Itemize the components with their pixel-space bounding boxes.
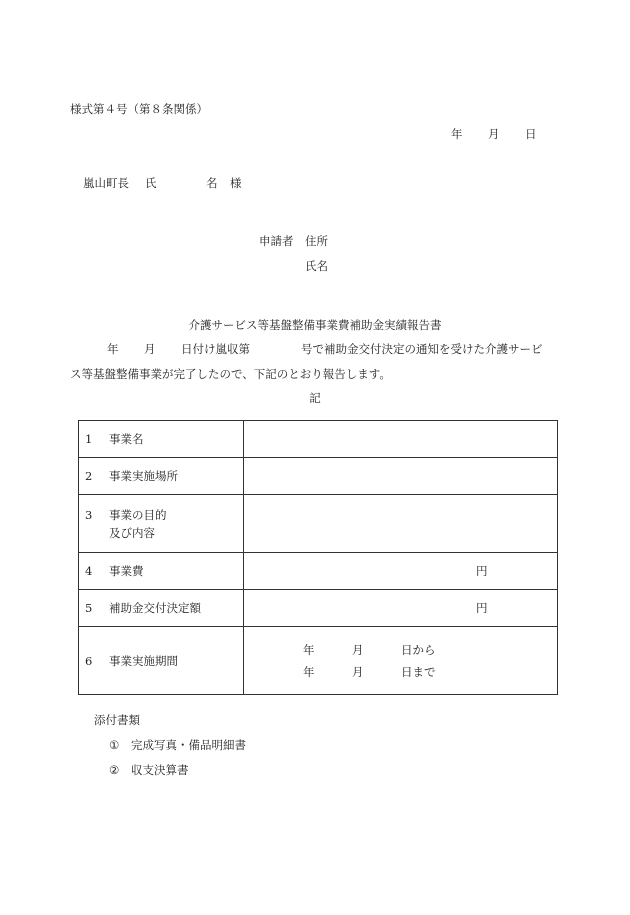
row-label	[79, 495, 244, 553]
row-number: 5	[85, 601, 93, 615]
row-number: 6	[85, 653, 93, 668]
date-year: 年	[451, 127, 463, 141]
attachment-mark: ①	[109, 738, 120, 752]
addressee-sama: 様	[230, 176, 242, 190]
row-label-text: 事業実施期間	[109, 653, 178, 668]
row-number: 3	[85, 507, 93, 522]
attachment-item	[109, 737, 246, 753]
table-row	[79, 458, 558, 495]
project-purpose-value[interactable]	[244, 495, 558, 553]
body-continuation: 号で補助金交付決定の通知を受けた介護サービ	[301, 342, 543, 356]
report-date	[451, 126, 537, 142]
table-row	[79, 590, 558, 627]
yen-unit: 円	[476, 564, 488, 578]
yen-unit: 円	[476, 601, 488, 615]
attachments-heading: 添付書類	[94, 713, 140, 727]
row-label	[79, 458, 244, 495]
body-year: 年	[107, 342, 119, 356]
row-label-text: 事業実施場所	[109, 469, 178, 483]
period-end	[244, 661, 557, 683]
attachment-item	[109, 762, 189, 778]
ki-heading: 記	[309, 391, 321, 405]
attachment-text: 完成写真・備品明細書	[131, 738, 246, 752]
addressee	[83, 175, 242, 191]
body-line-2: ス等基盤整備事業が完了したので、下記のとおり報告します。	[70, 367, 391, 381]
table-row	[79, 627, 558, 695]
period-end-year: 年	[303, 664, 315, 679]
addressee-first: 氏	[145, 176, 157, 190]
addressee-title: 嵐山町長	[83, 176, 129, 190]
row-number: 4	[85, 564, 93, 578]
body-line-1	[107, 341, 543, 357]
applicant-address-label: 申請者 住所	[259, 234, 328, 248]
row-label-text: 補助金交付決定額	[109, 601, 201, 615]
date-month: 月	[488, 127, 500, 141]
period-end-to: 日まで	[401, 664, 436, 679]
project-period-value[interactable]	[244, 627, 558, 695]
row-label-text: 事業費	[109, 564, 144, 578]
period-start	[244, 639, 557, 661]
project-name-value[interactable]	[244, 421, 558, 458]
document-title: 介護サービス等基盤整備事業費補助金実績報告書	[188, 318, 442, 332]
body-day-ref: 日付け嵐収第	[181, 342, 250, 356]
table-row	[79, 495, 558, 553]
row-label	[79, 627, 244, 695]
period-start-from: 日から	[401, 642, 436, 657]
project-cost-value[interactable]	[244, 553, 558, 590]
report-table	[78, 420, 558, 695]
period-start-month: 月	[352, 642, 364, 657]
form-number: 様式第４号（第８条関係）	[70, 102, 208, 116]
row-label-text: 事業の目的	[109, 507, 167, 522]
subsidy-amount-value[interactable]	[244, 590, 558, 627]
addressee-last: 名	[206, 176, 218, 190]
period-end-month: 月	[352, 664, 364, 679]
row-number: 1	[85, 432, 93, 446]
row-label-text-2: 及び内容	[109, 525, 155, 540]
period-start-year: 年	[303, 642, 315, 657]
applicant-name-label: 氏名	[305, 259, 328, 273]
row-label-text: 事業名	[109, 432, 144, 446]
attachment-text: 収支決算書	[131, 763, 189, 777]
table-row	[79, 553, 558, 590]
project-location-value[interactable]	[244, 458, 558, 495]
date-day: 日	[525, 127, 537, 141]
table-row	[79, 421, 558, 458]
row-number: 2	[85, 469, 93, 483]
attachment-mark: ②	[109, 763, 120, 777]
row-label	[79, 421, 244, 458]
row-label	[79, 553, 244, 590]
row-label	[79, 590, 244, 627]
body-month: 月	[144, 342, 156, 356]
